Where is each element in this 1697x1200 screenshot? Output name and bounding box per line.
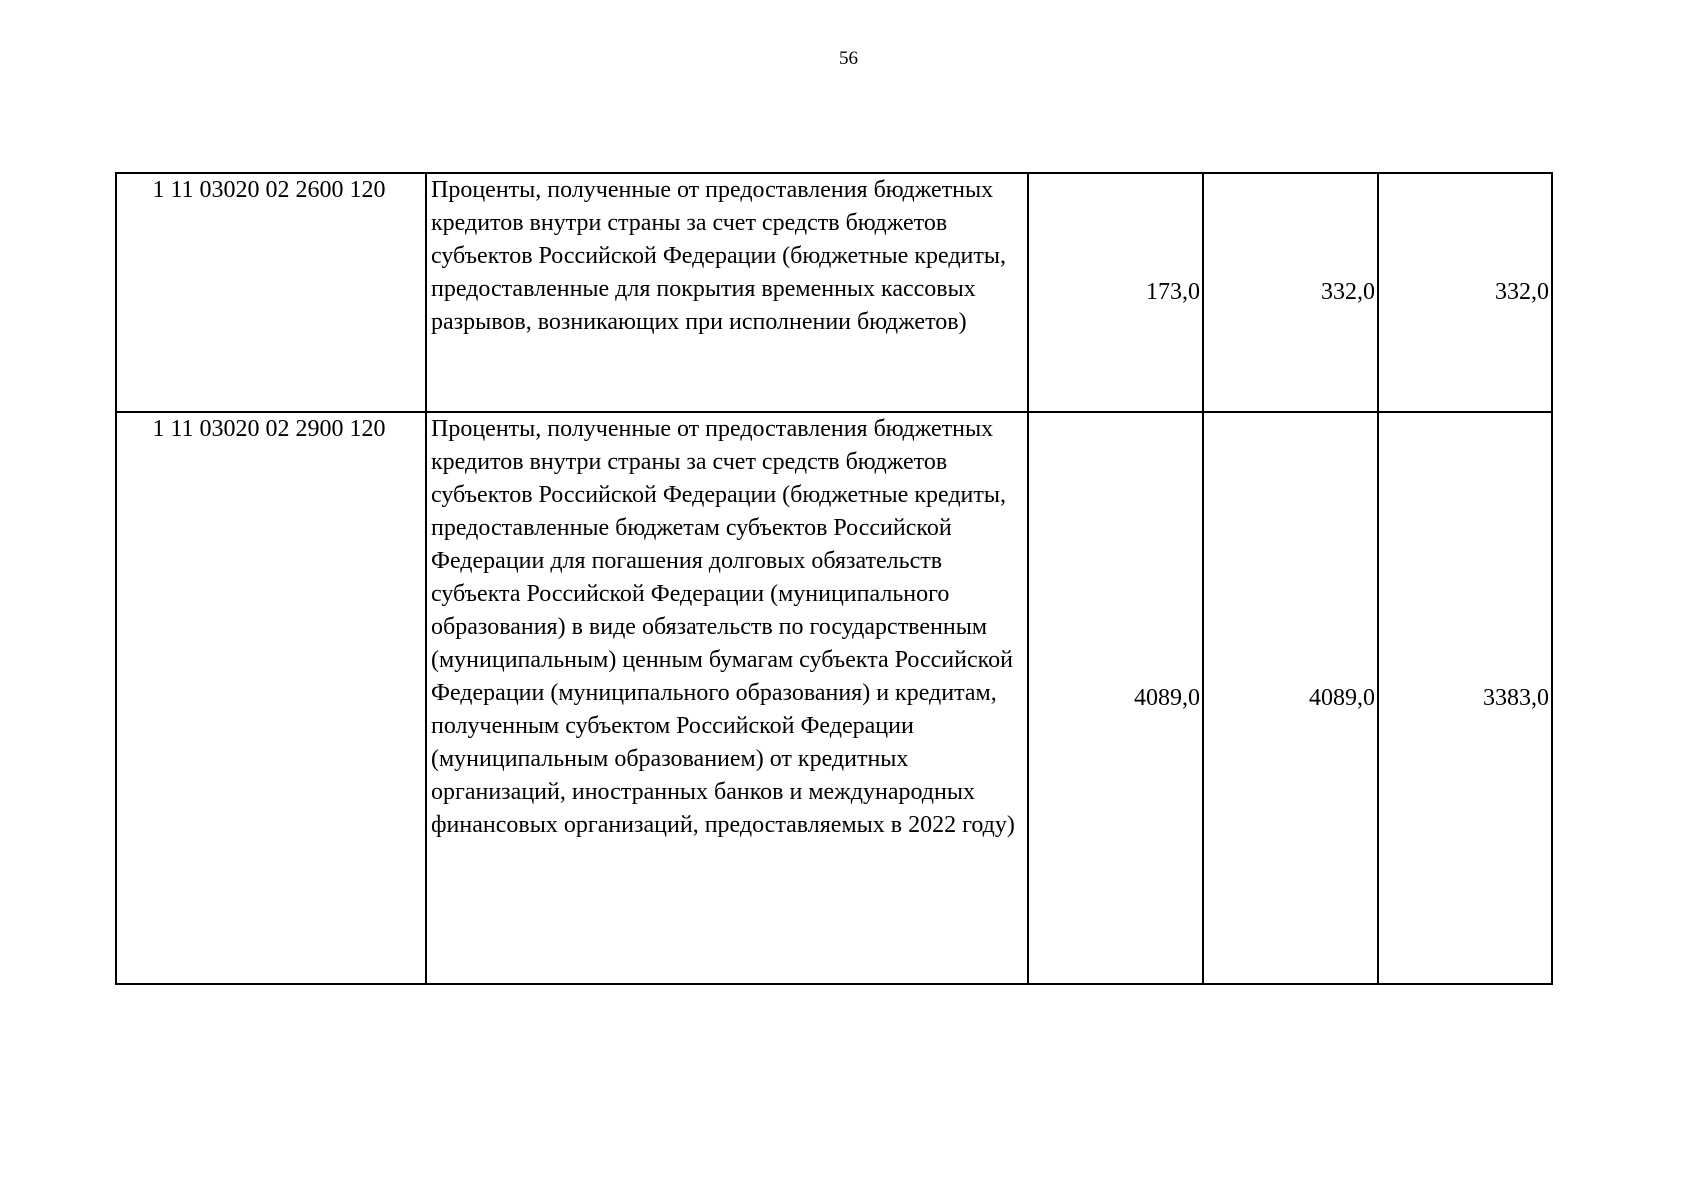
amount-year-2: 332,0 (1203, 173, 1378, 412)
budget-classification-code: 1 11 03020 02 2900 120 (116, 412, 426, 984)
revenue-description: Проценты, полученные от предоставления бюджетных кредитов внутри страны за счет средств бюджетов субъектов Российской Федерации (бюджетные кредиты, предоставленные для покрытия временных кассовых разрывов, возникающих при исполнении бюджетов) (426, 173, 1028, 412)
revenue-description: Проценты, полученные от предоставления бюджетных кредитов внутри страны за счет средств бюджетов субъектов Российской Федерации (бюджетные кредиты, предоставленные бюджетам субъектов Российской Федерации для погашения долговых обязательств субъекта Российской Федерации (муниципального образования) в виде обязательств по государственным (муниципальным) ценным бумагам субъекта Российской Федерации (муниципального образования) и кредитам, полученным субъектом Российской Федерации (муниципальным образованием) от кредитных организаций, иностранных банков и международных финансовых организаций, предоставляемых в 2022 году) (426, 412, 1028, 984)
amount-year-3: 332,0 (1378, 173, 1552, 412)
page-number: 56 (839, 48, 858, 69)
amount-year-1: 173,0 (1028, 173, 1203, 412)
budget-revenue-table (115, 172, 1553, 985)
amount-year-3: 3383,0 (1378, 412, 1552, 984)
table-row (116, 412, 1552, 984)
table-row (116, 173, 1552, 412)
amount-year-2: 4089,0 (1203, 412, 1378, 984)
budget-classification-code: 1 11 03020 02 2600 120 (116, 173, 426, 412)
amount-year-1: 4089,0 (1028, 412, 1203, 984)
